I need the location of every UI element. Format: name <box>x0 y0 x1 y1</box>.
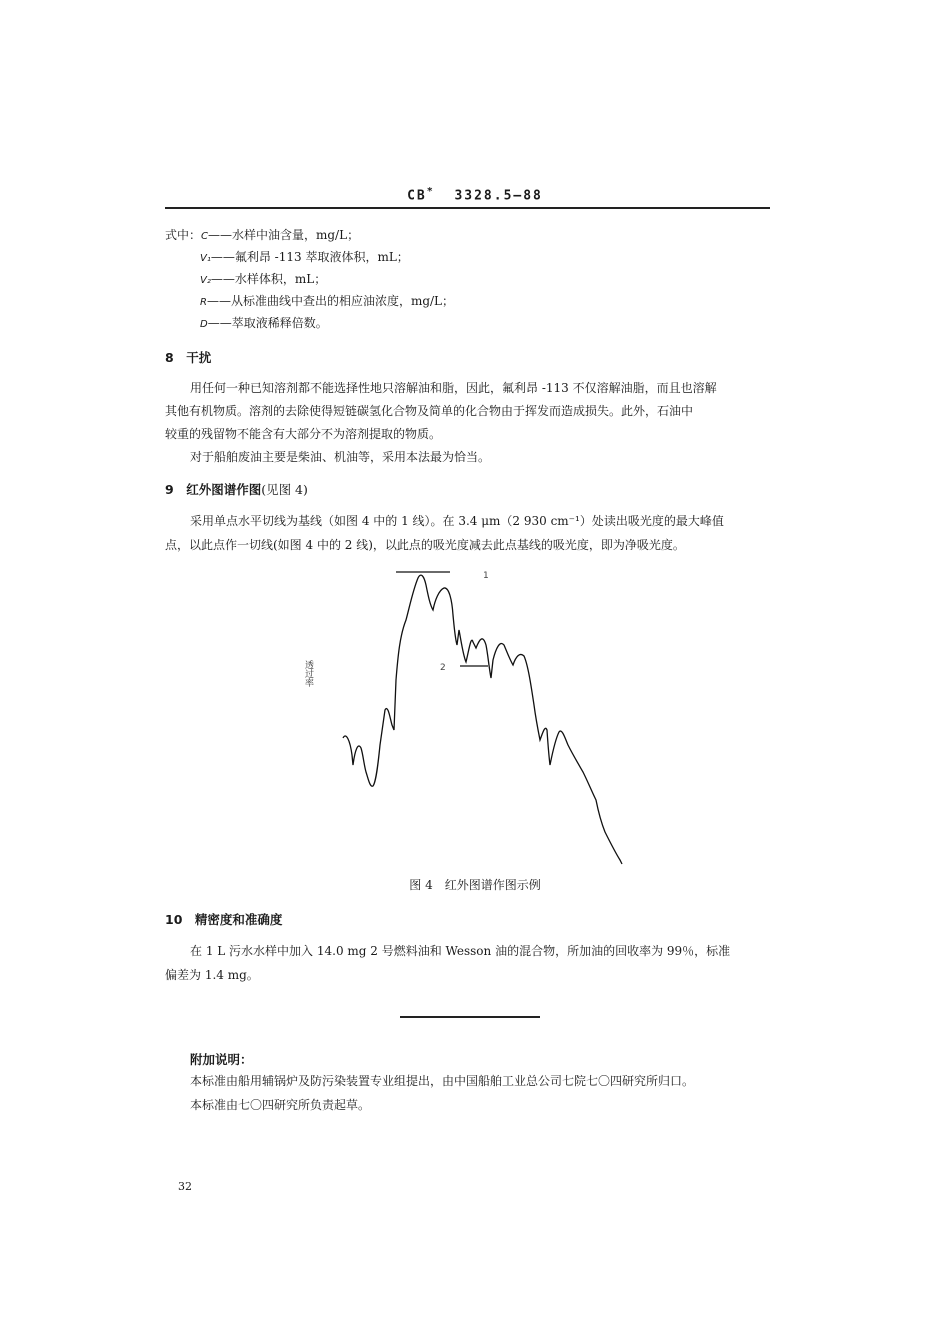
variable-symbol: C <box>201 231 208 242</box>
variable-desc: ——水样中油含量，mg/L； <box>208 228 360 242</box>
section-10-para-line: 偏差为 1.4 mg。 <box>165 968 259 982</box>
doc-header <box>0 186 950 203</box>
section-10-para-line: 在 1 L 污水水样中加入 14.0 mg 2 号燃料油和 Wesson 油的混合物，所加油的回收率为 99％，标准 <box>190 944 731 958</box>
section-8-para-line: 较重的残留物不能含有大部分不为溶剂提取的物质。 <box>165 427 442 441</box>
section-8-para-line: 其他有机物质。溶剂的去除使得短链碳氢化合物及简单的化合物由于挥发而造成损失。此外，石油中 <box>165 404 694 418</box>
appendix-heading: 附加说明： <box>190 1052 253 1067</box>
variable-desc: ——从标准曲线中查出的相应油浓度，mg/L； <box>206 294 455 308</box>
spectrum-curve <box>343 575 622 864</box>
header-rule <box>165 207 770 209</box>
section-9-title: 9 红外图谱作图 <box>165 482 262 497</box>
section-8-para-2: 对于船舶废油主要是柴油、机油等，采用本法最为恰当。 <box>190 450 491 464</box>
variable-symbol: R <box>200 297 207 308</box>
variable-row-r <box>200 293 454 311</box>
header-star: * <box>426 186 435 197</box>
section-9-ref: (见图 4) <box>261 482 308 497</box>
variable-row-c <box>165 227 359 245</box>
header-number: 3328.5—88 <box>454 188 543 204</box>
section-10-heading: 10 精密度和准确度 <box>165 912 283 927</box>
line-label-1: 1 <box>483 571 489 581</box>
appendix-line: 本标准由船用辅锅炉及防污染装置专业组提出，由中国船舶工业总公司七院七〇四研究所归口。 <box>190 1074 695 1088</box>
variable-row-d <box>200 315 328 333</box>
variable-symbol: V₁ <box>200 253 211 264</box>
header-code: CB <box>407 188 427 204</box>
line-label-2: 2 <box>440 663 446 673</box>
section-8-para-line: 用任何一种已知溶剂都不能选择性地只溶解油和脂，因此，氟利昂 -113 不仅溶解油脂，而且也溶解 <box>190 381 717 395</box>
section-9-heading <box>165 480 308 498</box>
appendix-line: 本标准由七〇四研究所负责起草。 <box>190 1098 371 1112</box>
section-9-para-line: 采用单点水平切线为基线（如图 4 中的 1 线）。在 3.4 μm（2 930 cm⁻¹）处读出吸光度的最大峰值 <box>190 514 724 528</box>
section-8-heading: 8 干扰 <box>165 350 212 365</box>
variable-row-v1 <box>200 249 409 267</box>
variables-intro: 式中： <box>165 228 202 242</box>
variable-row-v2 <box>200 271 326 289</box>
ir-spectrum-figure <box>300 560 640 870</box>
end-rule <box>400 1016 540 1018</box>
variable-desc: ——氟利昂 -113 萃取液体积，mL； <box>210 250 409 264</box>
variable-symbol: D <box>200 319 208 330</box>
variable-desc: ——萃取液稀释倍数。 <box>207 316 328 330</box>
variable-desc: ——水样体积，mL； <box>210 272 327 286</box>
page-number: 32 <box>178 1180 192 1193</box>
figure-ylabel: 透过率 <box>303 660 313 687</box>
section-9-para-line: 点，以此点作一切线(如图 4 中的 2 线)，以此点的吸光度减去此点基线的吸光度，即为净吸光度。 <box>165 538 685 552</box>
figure-caption: 图 4 红外图谱作图示例 <box>409 878 541 892</box>
variable-symbol: V₂ <box>200 275 211 286</box>
